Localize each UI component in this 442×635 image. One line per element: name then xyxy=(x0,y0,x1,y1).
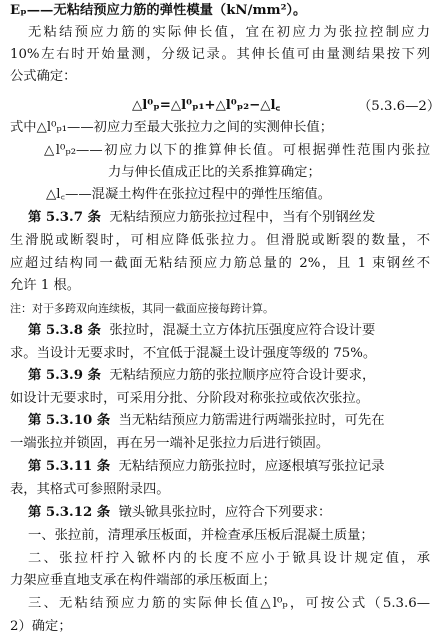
clause-5-3-8: 第 5.3.8 条 张拉时，混凝土立方体抗压强度应符合设计要 xyxy=(28,323,376,338)
list-item: 三、无粘结预应力筋的实际伸长值△l⁰ₚ，可按公式（5.3.6— xyxy=(28,596,430,611)
text-line: 力与伸长值成正比的关系推算确定； xyxy=(108,165,321,180)
formula-expression: △l⁰ₚ=△l⁰ₚ₁+△l⁰ₚ₂−△l꜀ xyxy=(132,98,281,113)
text-line: △l꜀——混凝土构件在张拉过程中的弹性压缩值。 xyxy=(46,187,332,202)
list-item: 一、张拉前，清理承压板面，并检查承压板后混凝土质量； xyxy=(28,528,374,543)
text-line: 式中△l⁰ₚ₁——初应力至最大张拉力之间的实测伸长值； xyxy=(10,120,333,135)
text-line: 求。当设计无要求时，不宜低于混凝土设计强度等级的 75%。 xyxy=(10,346,377,361)
text-line: 允许 1 根。 xyxy=(10,278,81,293)
clause-5-3-7: 第 5.3.7 条 无粘结预应力筋张拉过程中，当有个别钢丝发 xyxy=(28,210,376,225)
text-line: 力架应垂直地支承在构件端部的承压板面上； xyxy=(10,573,276,588)
text-line: 应超过结构同一截面无粘结预应力筋总量的 2%，且 1 束钢丝不 xyxy=(10,256,430,271)
text-line: 一端张拉并锁固，再在另一端补足张拉力后进行锁固。 xyxy=(10,436,330,451)
formula-number: （5.3.6—2） xyxy=(358,99,441,114)
text-line: 2）确定； xyxy=(10,619,72,634)
clause-5-3-12: 第 5.3.12 条 镦头锨具张拉时，应符合下列要求： xyxy=(28,505,332,520)
text-line: 公式确定： xyxy=(10,69,77,84)
clause-5-3-10: 第 5.3.10 条 当无粘结预应力筋需进行两端张拉时，可先在 xyxy=(28,413,385,428)
note: 注：对于多跨双向连续板，其同一截面应接每跨计算。 xyxy=(10,302,274,315)
text-line: △l⁰ₚ₂——初应力以下的推算伸长值。可根据弹性范围内张拉 xyxy=(44,143,430,158)
formula-5-3-6-2 xyxy=(0,95,442,115)
text-line: 生滑脱或断裂时，可相应降低张拉力。但滑脱或断裂的数量，不 xyxy=(10,233,430,248)
clause-5-3-11: 第 5.3.11 条 无粘结预应力筋张拉时，应逐根填写张拉记录 xyxy=(28,459,385,474)
text-line: 如设计无要求时，可采用分批、分阶段对称张拉或依次张拉。 xyxy=(10,391,370,406)
text-line: 表，其格式可参照附录四。 xyxy=(10,482,170,497)
clause-5-3-9: 第 5.3.9 条 无粘结预应力筋的张拉顺序应符合设计要求， xyxy=(28,368,376,383)
text-line: 10%左右时开始量测，分级记录。其伸长值可由量测结果按下列 xyxy=(10,47,430,62)
text-line: Eₚ——无粘结预应力筋的弹性模量（kN/mm²）。 xyxy=(10,3,307,18)
list-item: 二、张拉杆拧入锨杯内的长度不应小于锨具设计规定值，承 xyxy=(28,551,430,566)
text-line: 无粘结预应力筋的实际伸长值，宜在初应力为张拉控制应力 xyxy=(28,25,430,40)
